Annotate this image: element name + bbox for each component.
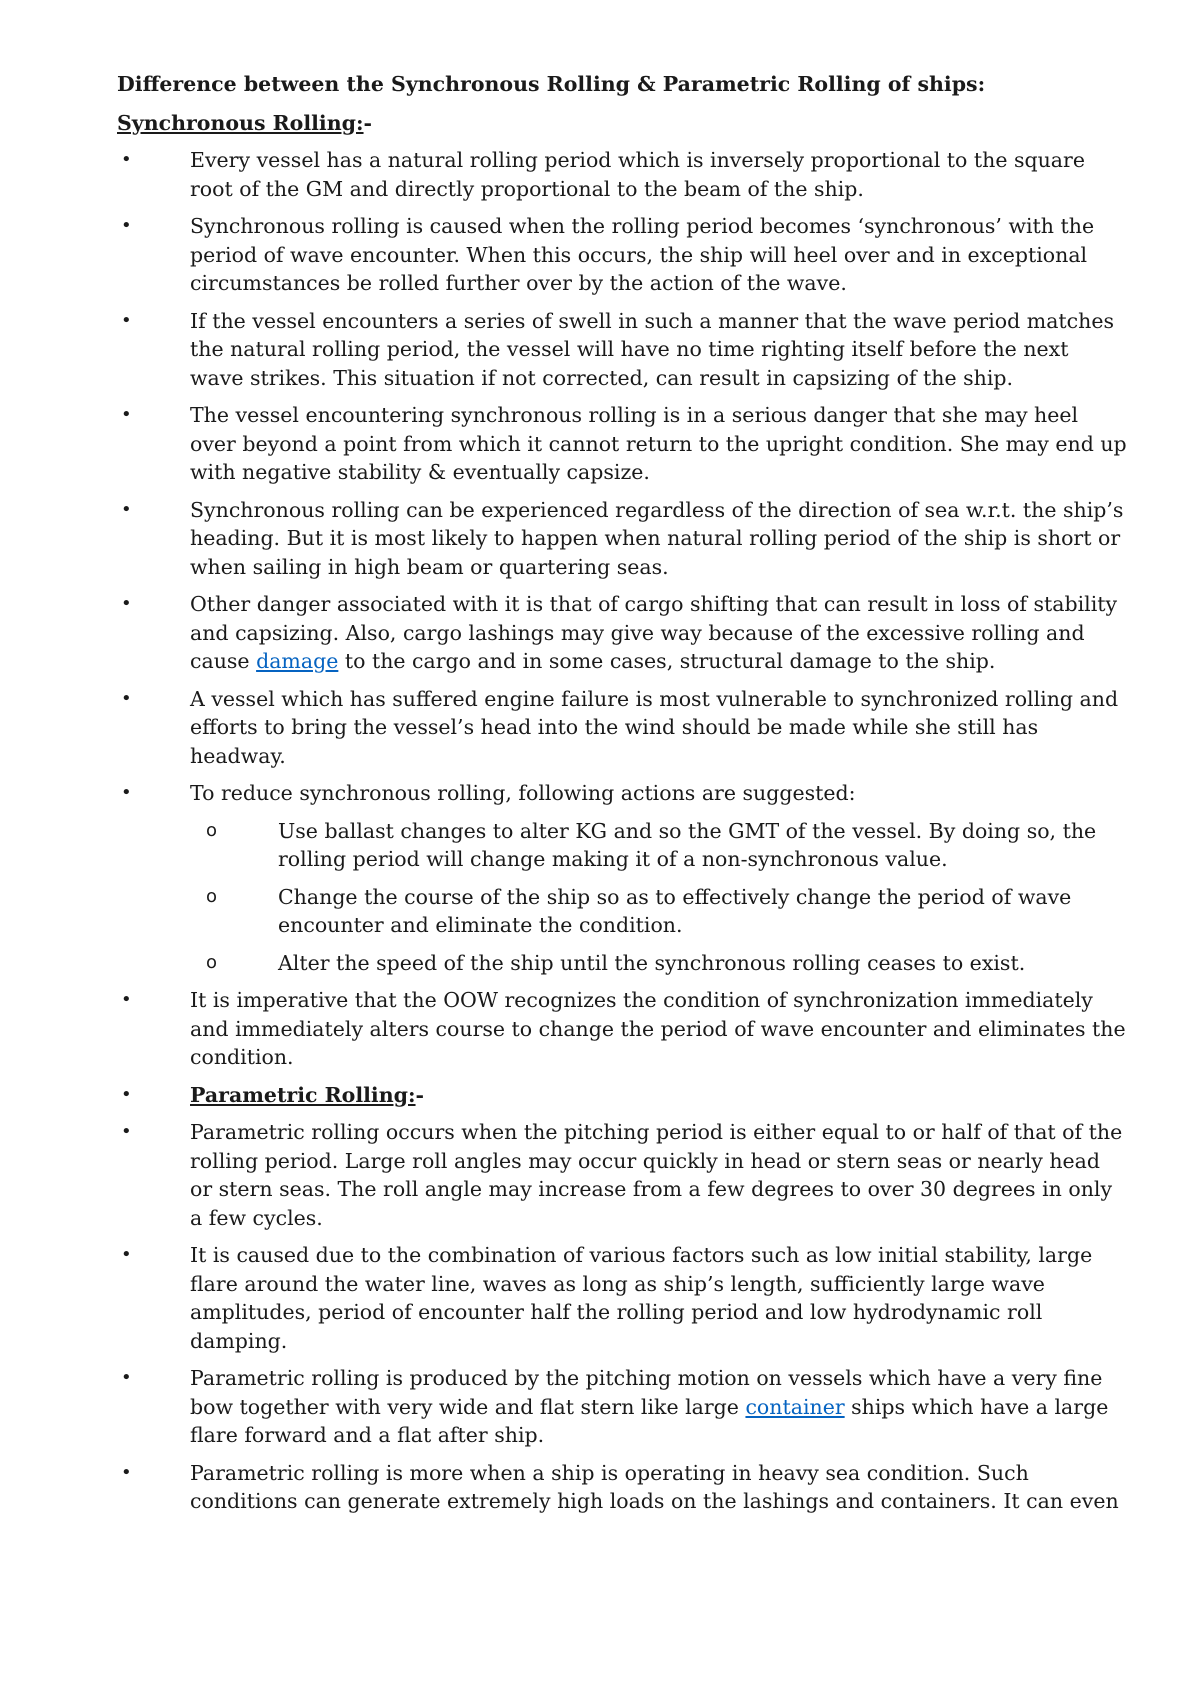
bullet-icon: •: [121, 989, 132, 1010]
sub-list-item: [117, 949, 1127, 978]
sub-list-item: [117, 817, 1127, 874]
synchronous-rolling-heading-text: Synchronous Rolling:: [117, 110, 364, 135]
suggested-actions-list: [117, 817, 1127, 978]
list-item: [117, 496, 1127, 582]
bullet-icon: •: [121, 404, 132, 425]
bullet-icon: •: [121, 1083, 132, 1105]
circle-bullet-icon: o: [206, 951, 218, 973]
list-item-text: Synchronous rolling is caused when the rolling period becomes ‘synchronous’ with the period of wave encounter. When this occurs, the ship will heel over and in exceptional circumstances be rolled further over by the action of the wave.: [190, 214, 1095, 295]
list-item-text: Parametric rolling occurs when the pitching period is either equal to or half of that of the rolling period. Large roll angles may occur quickly in head or stern seas or nearly head or stern seas. The roll angle may increase from a few degrees to over 30 degrees in only a few cycles.: [190, 1120, 1123, 1230]
bullet-icon: •: [121, 1244, 132, 1265]
list-item: [117, 1081, 1127, 1110]
list-item-text: It is caused due to the combination of various factors such as low initial stability, large flare around the water line, waves as long as ship’s length, sufficiently large wave amplitudes, period of encounter half the rolling period and low hydrodynamic roll damping.: [190, 1243, 1093, 1353]
circle-bullet-icon: o: [206, 819, 218, 841]
list-item-text: Parametric rolling is more when a ship is operating in heavy sea condition. Such conditions can generate extremely high loads on the lashings and containers. It can even: [190, 1460, 1119, 1513]
list-item: [117, 1241, 1127, 1355]
sub-list-item-text: Change the course of the ship so as to effectively change the period of wave encounter and eliminate the condition.: [278, 884, 1072, 937]
list-item-text: [190, 1366, 1108, 1447]
list-item-text: Synchronous rolling can be experienced regardless of the direction of sea w.r.t. the ship’s heading. But it is most likely to happen when natural rolling period of the ship is short or when sailing in high beam or quartering seas.: [190, 497, 1124, 579]
list-item-text: It is imperative that the OOW recognizes the condition of synchronization immediately and immediately alters course to change the period of wave encounter and eliminates the condition.: [190, 988, 1126, 1069]
list-item-text: To reduce synchronous rolling, following actions are suggested:: [190, 781, 856, 805]
list-item: [117, 1118, 1127, 1232]
bullet-icon: •: [121, 782, 132, 803]
list-item: [117, 307, 1127, 393]
list-item: [117, 685, 1127, 771]
parametric-rolling-heading-text: Parametric Rolling:: [190, 1082, 416, 1107]
list-item: [117, 590, 1127, 676]
sub-list-item-text: Use ballast changes to alter KG and so the GMT of the vessel. By doing so, the rolling period will change making it of a non-synchronous value.: [278, 818, 1097, 871]
bullet-icon: •: [121, 215, 132, 236]
bullet-icon: •: [121, 1461, 132, 1483]
bullet-icon: •: [121, 1121, 132, 1142]
list-item: [117, 212, 1127, 298]
list-item-text: If the vessel encounters a series of swell in such a manner that the wave period matches the natural rolling period, the vessel will have no time righting itself before the next wave strikes. This situation if not corrected, can result in capsizing of the ship.: [190, 308, 1114, 390]
container-link[interactable]: container: [745, 1394, 845, 1419]
list-item: [117, 146, 1127, 203]
sub-list-item: [117, 883, 1127, 940]
document-page: [117, 70, 1127, 1525]
list-item-text: A vessel which has suffered engine failure is most vulnerable to synchronized rolling and efforts to bring the vessel’s head into the wind should be made while she still has headway.: [190, 686, 1119, 768]
list-item-text: Every vessel has a natural rolling period which is inversely proportional to the square root of the GM and directly proportional to the beam of the ship.: [190, 148, 1085, 201]
list-item: [117, 779, 1127, 977]
sub-list-item-text: Alter the speed of the ship until the synchronous rolling ceases to exist.: [278, 950, 1026, 975]
text-segment: Parametric rolling is produced by the pitching motion on vessels which have a very fine bow together with very wide and flat stern like large: [190, 1366, 1103, 1419]
synchronous-rolling-heading-suffix: -: [363, 110, 373, 135]
list-item: [117, 1364, 1127, 1450]
list-item: [117, 986, 1127, 1072]
bullet-icon: •: [121, 309, 132, 331]
list-item: [117, 401, 1127, 487]
bullet-icon: •: [121, 1367, 132, 1388]
list-item-text: The vessel encountering synchronous rolling is in a serious danger that she may heel over beyond a point from which it cannot return to the upright condition. She may end up with negative stability & eventually capsize.: [190, 403, 1127, 484]
text-segment: ships which have a large flare forward and a flat after ship.: [190, 1394, 1109, 1447]
bullet-icon: •: [121, 149, 132, 170]
parametric-rolling-heading: [190, 1083, 424, 1107]
synchronous-rolling-list: [117, 146, 1127, 1516]
synchronous-rolling-heading: [117, 109, 1127, 138]
parametric-rolling-heading-suffix: -: [415, 1082, 425, 1107]
text-segment: to the cargo and in some cases, structural damage to the ship.: [338, 649, 996, 673]
list-item-text: [190, 592, 1117, 673]
document-title: Difference between the Synchronous Rolling & Parametric Rolling of ships:: [117, 72, 986, 96]
bullet-icon: •: [121, 687, 132, 709]
text-segment: Other danger associated with it is that of cargo shifting that can result in loss of stability and capsizing. Also, cargo lashings may give way because of the excessive rolling and cause: [190, 592, 1118, 673]
list-item: [117, 1459, 1127, 1516]
bullet-icon: •: [121, 593, 132, 614]
circle-bullet-icon: o: [206, 885, 218, 907]
bullet-icon: •: [121, 498, 132, 520]
damage-link[interactable]: damage: [256, 649, 339, 673]
